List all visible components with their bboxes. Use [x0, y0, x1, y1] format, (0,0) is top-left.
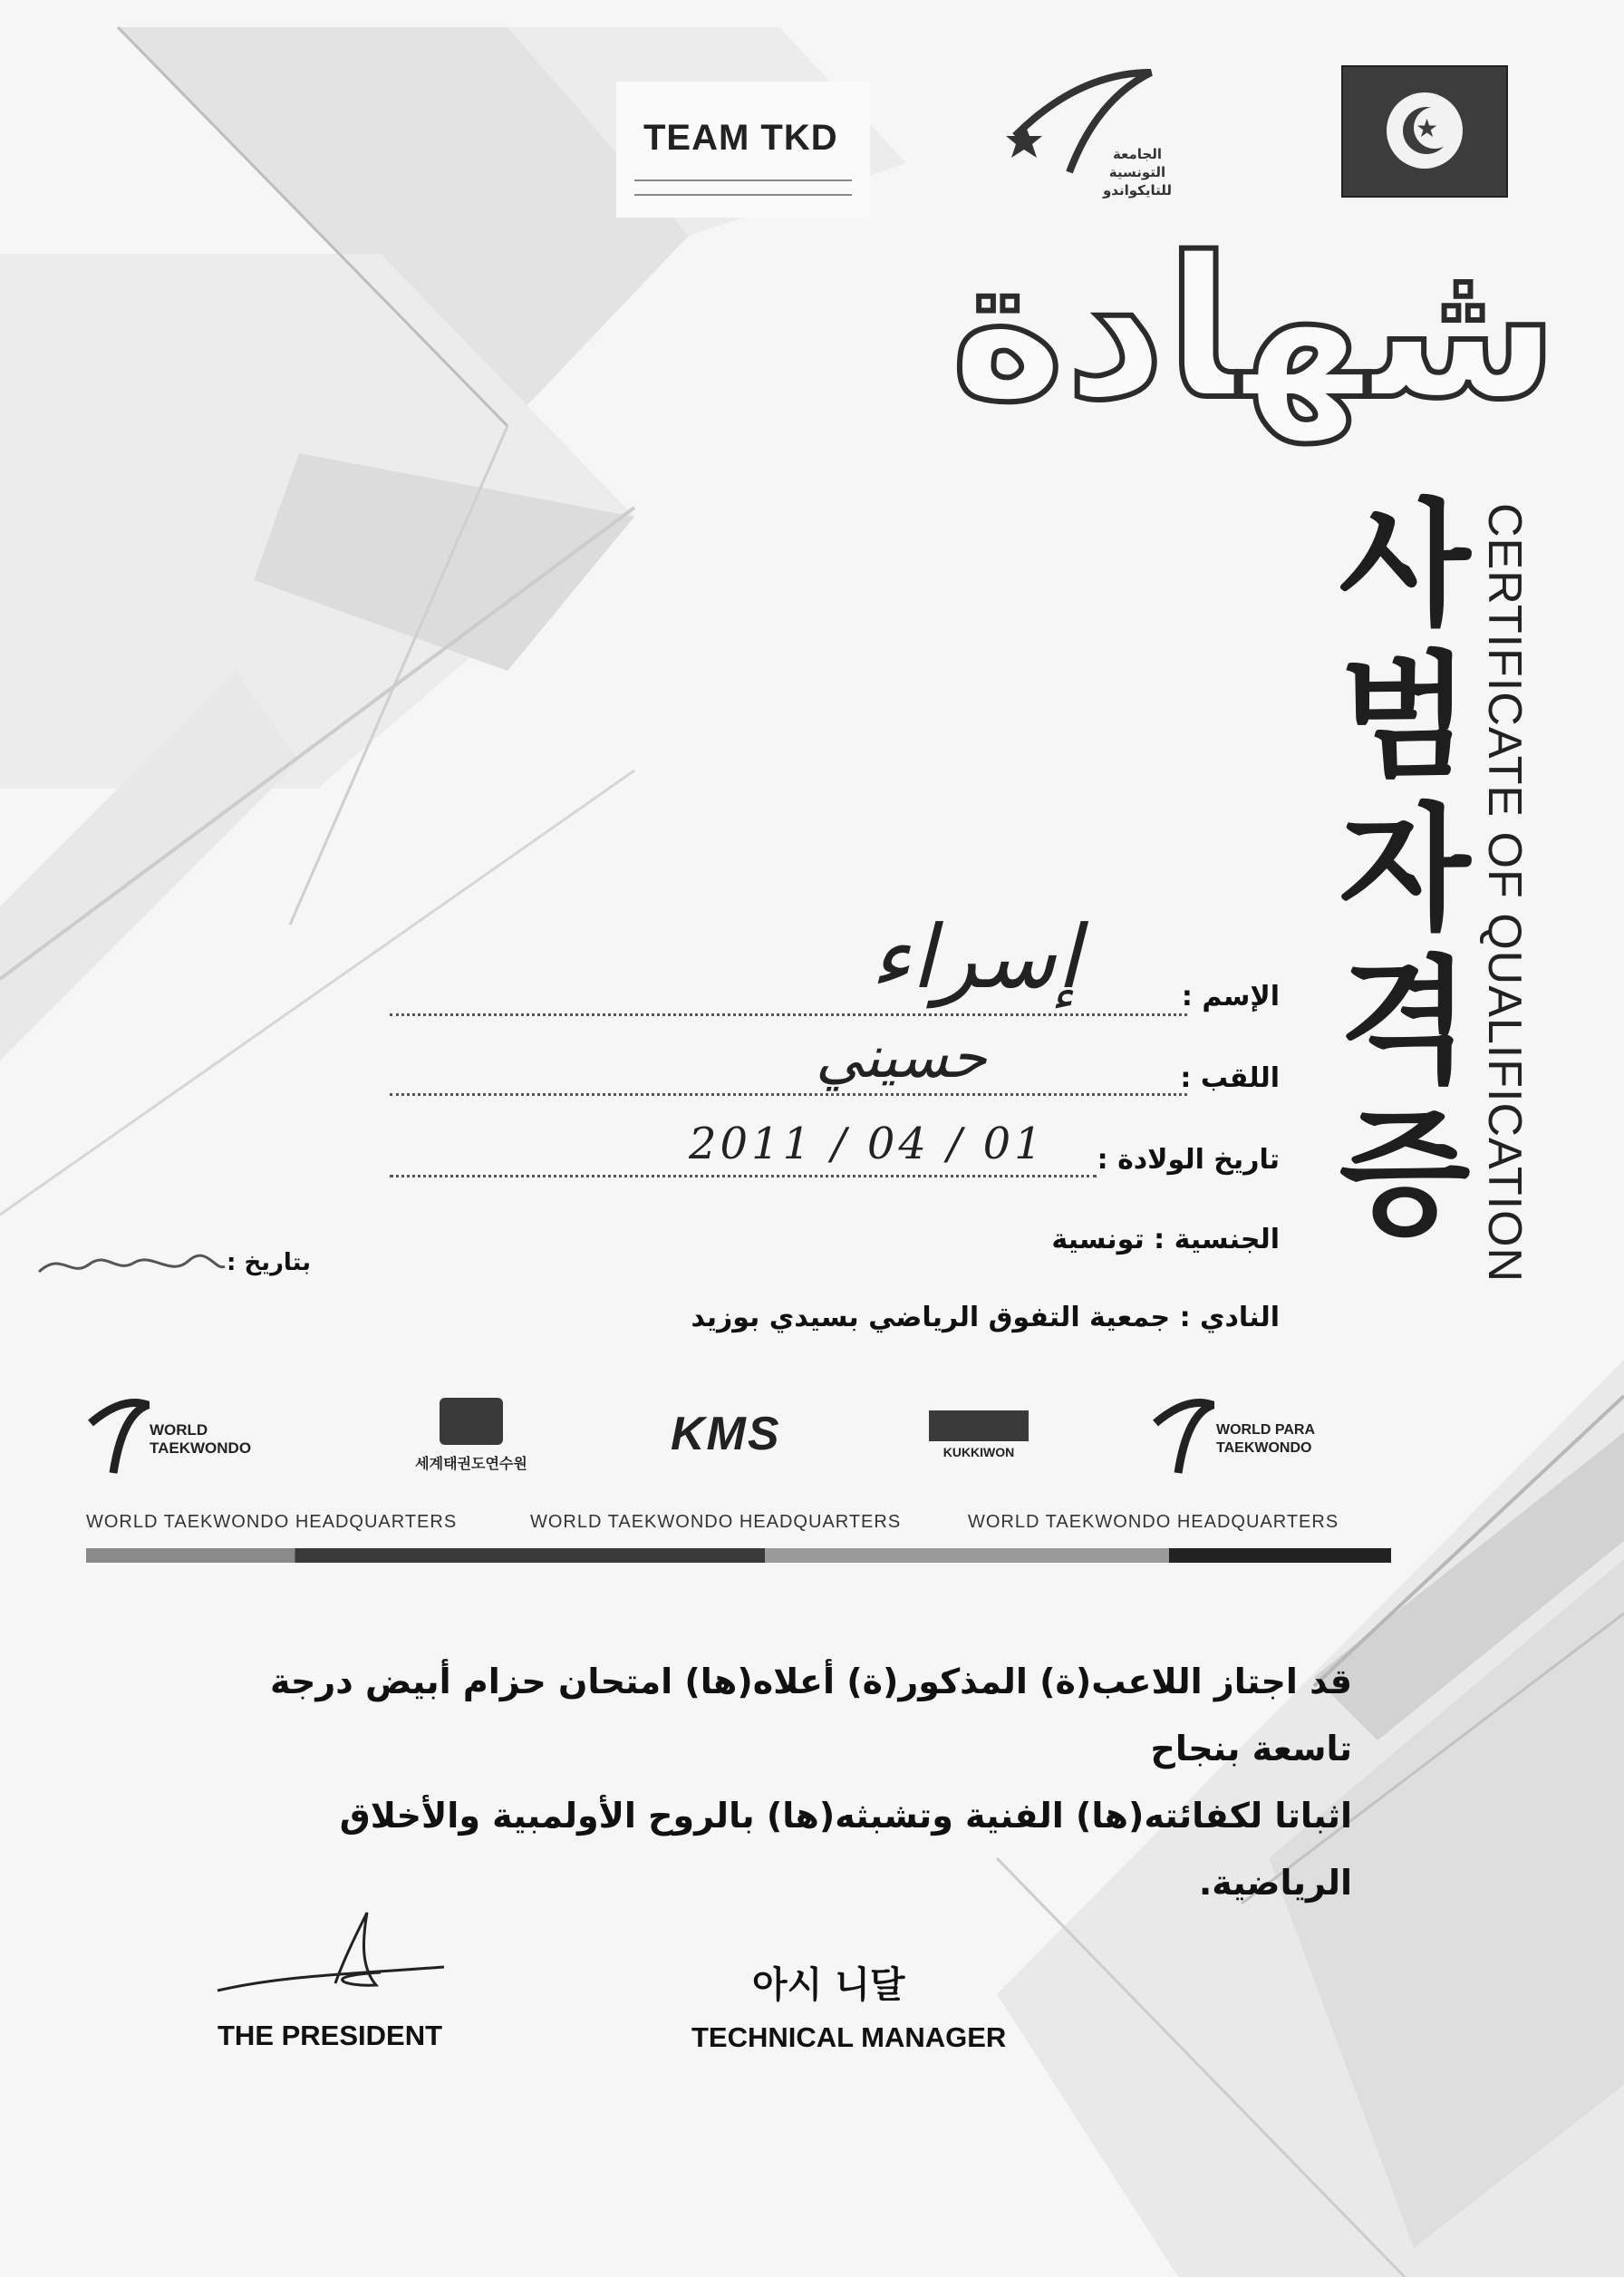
- name-label: الإسم :: [1181, 981, 1280, 1013]
- kukkiwon-logo: [929, 1410, 1029, 1467]
- wta-logo: [399, 1398, 544, 1479]
- certificate-body-text: [192, 1648, 1352, 1916]
- korean-title-char: 자: [1339, 791, 1471, 949]
- president-label: THE PRESIDENT: [218, 2020, 443, 2051]
- korean-title-char: 증: [1339, 1096, 1471, 1254]
- wta-emblem-icon: [440, 1398, 503, 1445]
- korean-title-char: 범: [1339, 639, 1471, 797]
- surname-handwritten: حسيني: [816, 1024, 987, 1091]
- headquarters-text: WORLD TAEKWONDO HEADQUARTERS: [530, 1512, 902, 1532]
- headquarters-text: WORLD TAEKWONDO HEADQUARTERS: [86, 1512, 458, 1532]
- world-taekwondo-emblem-icon: [86, 1396, 150, 1478]
- tunisia-flag-icon: ★: [1341, 65, 1508, 198]
- technical-manager-name: 아시 니달: [752, 1964, 905, 2006]
- nationality-field: الجنسية : تونسية: [1051, 1224, 1280, 1255]
- surname-dotted-line: [390, 1093, 1187, 1096]
- body-line-1: قد اجتاز اللاعب(ة) المذكور(ة) أعلاه(ها) امتحان حزام أبيض درجة تاسعة بنجاح: [269, 1662, 1352, 1768]
- birth-date-label: تاريخ الولادة :: [1097, 1144, 1280, 1176]
- team-tkd-logo-rule: [634, 179, 852, 196]
- wta-logo-text: 세계태권도연수원: [415, 1455, 527, 1472]
- kms-logo: KMS: [671, 1408, 781, 1460]
- team-tkd-logo: [616, 82, 870, 218]
- korean-title-char: 격: [1339, 944, 1471, 1101]
- tunisian-federation-logo: [997, 63, 1196, 208]
- date-label: بتاريخ :: [227, 1249, 312, 1276]
- world-taekwondo-logo: [86, 1396, 285, 1478]
- kukkiwon-emblem-icon: [929, 1410, 1029, 1441]
- divider-band: [86, 1548, 1391, 1563]
- world-para-logo-text: WORLD PARA TAEKWONDO: [1216, 1422, 1315, 1456]
- date-scribble: [34, 1246, 229, 1283]
- surname-label: اللقب :: [1180, 1062, 1280, 1094]
- club-field: النادي : جمعية التفوق الرياضي بسيدي بوزيد: [691, 1302, 1280, 1333]
- federation-logo-text: الجامعة التونسية للتايكواندو: [1102, 146, 1173, 199]
- name-handwritten: إسراء: [870, 906, 1080, 1008]
- world-para-taekwondo-logo: [1151, 1396, 1396, 1478]
- president-signature: [208, 1904, 462, 2003]
- certificate-title-arabic: شهادة: [950, 215, 1559, 442]
- body-line-2: اثباتا لكفائته(ها) الفنية وتشبثه(ها) بالروح الأولمبية والأخلاق الرياضية.: [339, 1796, 1352, 1903]
- headquarters-text: WORLD TAEKWONDO HEADQUARTERS: [968, 1512, 1339, 1532]
- kukkiwon-logo-text: KUKKIWON: [942, 1445, 1015, 1459]
- korean-title-char: 사: [1339, 487, 1471, 644]
- world-para-emblem-icon: [1151, 1396, 1214, 1478]
- name-dotted-line: [390, 1013, 1187, 1016]
- certificate-title-korean: [1314, 487, 1495, 1254]
- technical-manager-label: TECHNICAL MANAGER: [691, 2021, 1007, 2053]
- certificate-title-english: CERTIFICATE OF QUALIFICATION: [1478, 503, 1531, 1284]
- birth-date-handwritten: 2011 / 04 / 01: [689, 1119, 1046, 1169]
- team-tkd-logo-text: TEAM TKD: [643, 118, 838, 158]
- world-taekwondo-logo-text: WORLD TAEKWONDO: [150, 1421, 252, 1457]
- birth-date-dotted-line: [390, 1175, 1097, 1177]
